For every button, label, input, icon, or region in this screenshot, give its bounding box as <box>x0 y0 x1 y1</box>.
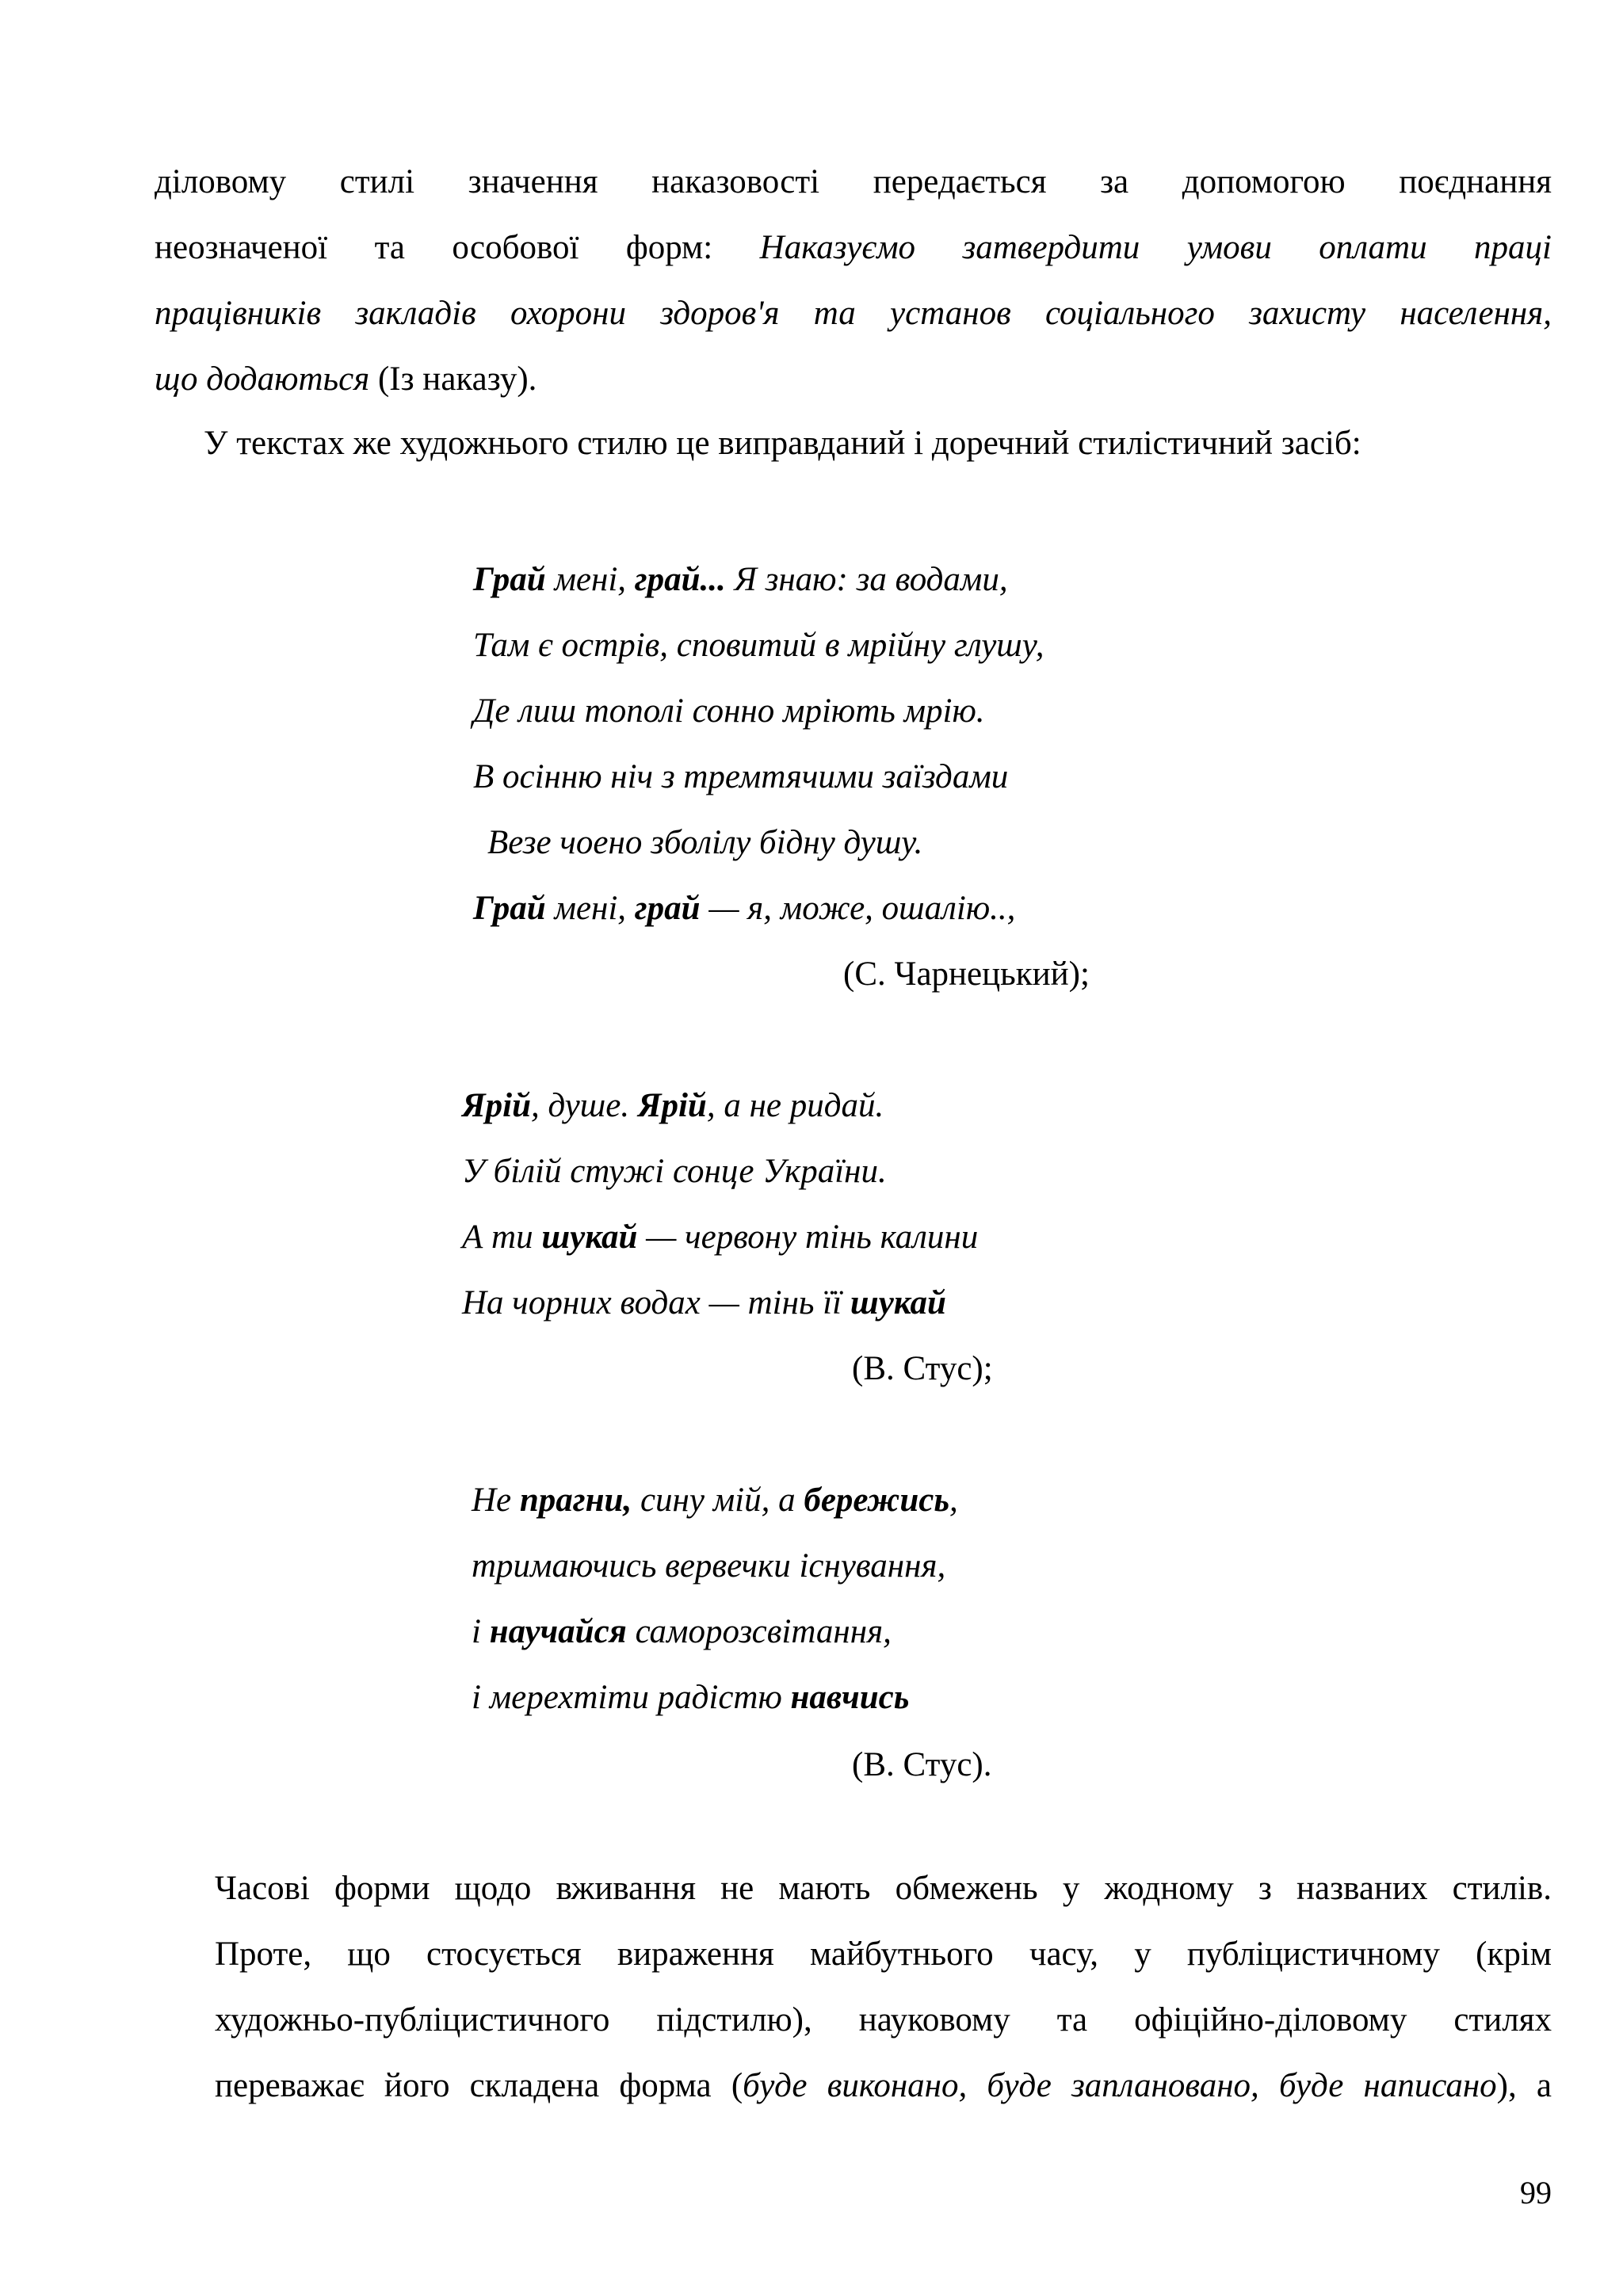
poem-verse: і мерехтіти радістю навчись <box>472 1679 910 1716</box>
poem-verse: Де лиш тополі сонно мріють мрію. <box>473 692 985 730</box>
poem-verse: В осінню ніч з тремтячими заїздами <box>473 758 1009 795</box>
example-italic: буде виконано, буде заплановано, буде написано <box>743 2067 1497 2104</box>
poem-verse: Грай мені, грай — я, може, ошалію.., <box>473 890 1016 927</box>
poem-stus-1 <box>462 1073 978 1336</box>
example-italic: що додаються <box>155 360 370 398</box>
paragraph-line: працівників закладів охорони здоров'я та установ соціального захисту населення, <box>155 295 1552 332</box>
poem-attribution: (В. Стус). <box>852 1746 992 1783</box>
paragraph-line: художньо-публіцистичного підстилю), науковому та офіційно-діловому стилях <box>215 2001 1552 2039</box>
example-italic: Наказуємо затвердити умови оплати праці <box>759 229 1552 266</box>
poem-verse: А ти шукай — червону тінь калини <box>462 1219 979 1256</box>
poem-verse: Грай мені, грай... Я знаю: за водами, <box>473 561 1008 598</box>
poem-verse: Там є острів, сповитий в мрійну глушу, <box>473 627 1044 664</box>
paragraph-line: Проте, що стосується вираження майбутнього часу, у публіцистичному (крім <box>215 1936 1552 1973</box>
poem-verse: тримаючись вервечки існування, <box>472 1547 946 1585</box>
poem-attribution: (В. Стус); <box>852 1350 993 1387</box>
paragraph-line: переважає його складена форма (буде виконано, буде заплановано, буде написано), а <box>215 2067 1552 2104</box>
paragraph-line: діловому стилі значення наказовості передається за допомогою поєднання <box>155 163 1552 200</box>
poem-verse: і научайся саморозсвітання, <box>472 1613 892 1650</box>
paragraph-line: Часові форми щодо вживання не мають обмежень у жодному з названих стилів. <box>215 1870 1552 1907</box>
poem-stus-2 <box>472 1467 958 1730</box>
page-number: 99 <box>1520 2175 1552 2210</box>
poem-verse: У білій стужі сонце України. <box>462 1153 887 1190</box>
paragraph-line: У текстах же художнього стилю це виправданий і доречний стилістичний засіб: <box>204 425 1361 462</box>
poem-verse: Ярій, душе. Ярій, а не ридай. <box>462 1087 884 1124</box>
poem-charnetsky <box>473 547 1044 941</box>
paragraph-line: неозначеної та особової форм: Наказуємо затвердити умови оплати праці <box>155 229 1552 266</box>
poem-verse: На чорних водах — тінь її шукай <box>462 1284 946 1322</box>
paragraph-official-style <box>155 149 1552 412</box>
paragraph-tense-forms <box>155 1855 1552 2119</box>
paragraph-line: що додаються (Із наказу). <box>155 360 537 398</box>
poem-verse: Не прагни, сину мій, а бережись, <box>472 1482 958 1519</box>
poem-verse: Везе чоено зболілу бідну душу. <box>487 824 923 861</box>
poem-attribution: (С. Чарнецький); <box>843 955 1090 993</box>
paragraph-artistic-style-intro <box>155 410 1552 476</box>
